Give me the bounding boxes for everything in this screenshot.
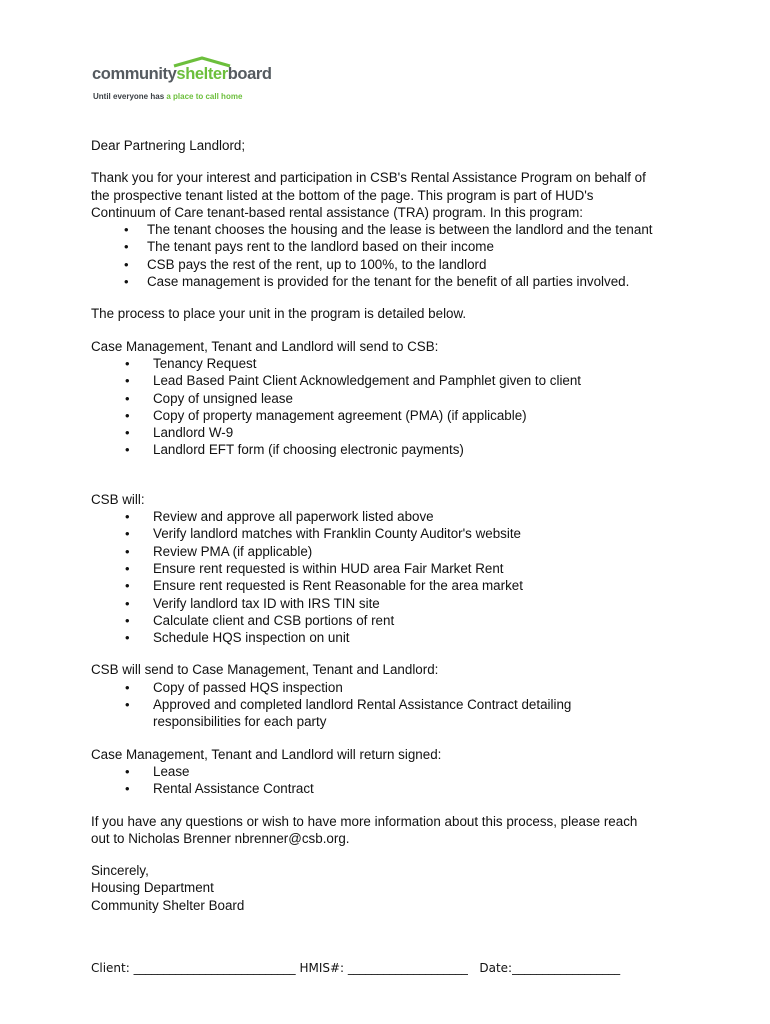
closing-line: out to Nicholas Brenner nbrenner@csb.org. (91, 830, 350, 846)
list-item: • CSB pays the rest of the rent, up to 100%, to the landlord (91, 256, 691, 273)
intro-line: the prospective tenant listed at the bottom of the page. This program is part of HUD's (91, 187, 594, 203)
list-item: • Lead Based Paint Client Acknowledgement and Pamphlet given to client (91, 372, 691, 389)
signoff: Sincerely, (91, 863, 149, 879)
section1-list (91, 355, 691, 459)
logo-wordmark: communityshelterboard (92, 65, 272, 83)
section2-list (91, 508, 691, 646)
csb-logo (92, 56, 272, 106)
salutation: Dear Partnering Landlord; (91, 138, 246, 153)
intro-line: Continuum of Care tenant-based rental assistance (TRA) program. In this program: (91, 204, 583, 220)
section-heading: CSB will send to Case Management, Tenant and Landlord: (91, 662, 439, 678)
list-item: • Review PMA (if applicable) (91, 543, 691, 560)
list-item: • The tenant chooses the housing and the lease is between the landlord and the tenant (91, 221, 691, 238)
list-item: • Approved and completed landlord Rental Assistance Contract detailing (91, 696, 691, 713)
client-field[interactable]: ___________________________ (133, 961, 296, 975)
list-item: • Ensure rent requested is within HUD area Fair Market Rent (91, 560, 691, 577)
client-label: Client: (91, 961, 130, 975)
section-heading: Case Management, Tenant and Landlord will send to CSB: (91, 338, 439, 354)
list-item: • Lease (91, 763, 691, 780)
date-label: Date: (479, 961, 513, 975)
list-item: • Review and approve all paperwork listed above (91, 508, 691, 525)
hmis-field[interactable]: ____________________ (347, 961, 468, 975)
section-heading: CSB will: (91, 491, 145, 507)
section-heading: Case Management, Tenant and Landlord will return signed: (91, 746, 442, 762)
section4-list (91, 763, 691, 798)
date-field[interactable]: __________________ (512, 961, 621, 975)
list-item: • Landlord W-9 (91, 424, 691, 441)
list-item: • Case management is provided for the tenant for the benefit of all parties involved. (91, 273, 691, 290)
logo-tagline: Until everyone has a place to call home (93, 92, 243, 101)
signature-fields (91, 961, 620, 975)
program-points-list (91, 221, 691, 290)
signature-department: Housing Department (91, 880, 214, 896)
closing-line: If you have any questions or wish to have more information about this process, please reach (91, 813, 638, 829)
list-item: • Schedule HQS inspection on unit (91, 629, 691, 646)
list-item: • Tenancy Request (91, 355, 691, 372)
list-item: • Calculate client and CSB portions of rent (91, 612, 691, 629)
list-item: • Ensure rent requested is Rent Reasonable for the area market (91, 577, 691, 594)
list-item: • Copy of passed HQS inspection (91, 679, 691, 696)
list-item: • Rental Assistance Contract (91, 780, 691, 797)
list-item: • Copy of property management agreement (PMA) (if applicable) (91, 407, 691, 424)
process-intro: The process to place your unit in the program is detailed below. (91, 306, 467, 322)
list-item: • Landlord EFT form (if choosing electronic payments) (91, 441, 691, 458)
intro-line: Thank you for your interest and participation in CSB's Rental Assistance Program on behalf of (91, 170, 646, 186)
list-item: • The tenant pays rent to the landlord based on their income (91, 238, 691, 255)
list-item-continuation: responsibilities for each party (153, 714, 327, 730)
list-item: • Verify landlord matches with Franklin County Auditor's website (91, 525, 691, 542)
signature-organization: Community Shelter Board (91, 897, 245, 913)
section3-list (91, 679, 691, 731)
letter-body (91, 137, 691, 914)
list-item: • Verify landlord tax ID with IRS TIN site (91, 595, 691, 612)
list-item: • Copy of unsigned lease (91, 390, 691, 407)
hmis-label: HMIS#: (299, 961, 345, 975)
